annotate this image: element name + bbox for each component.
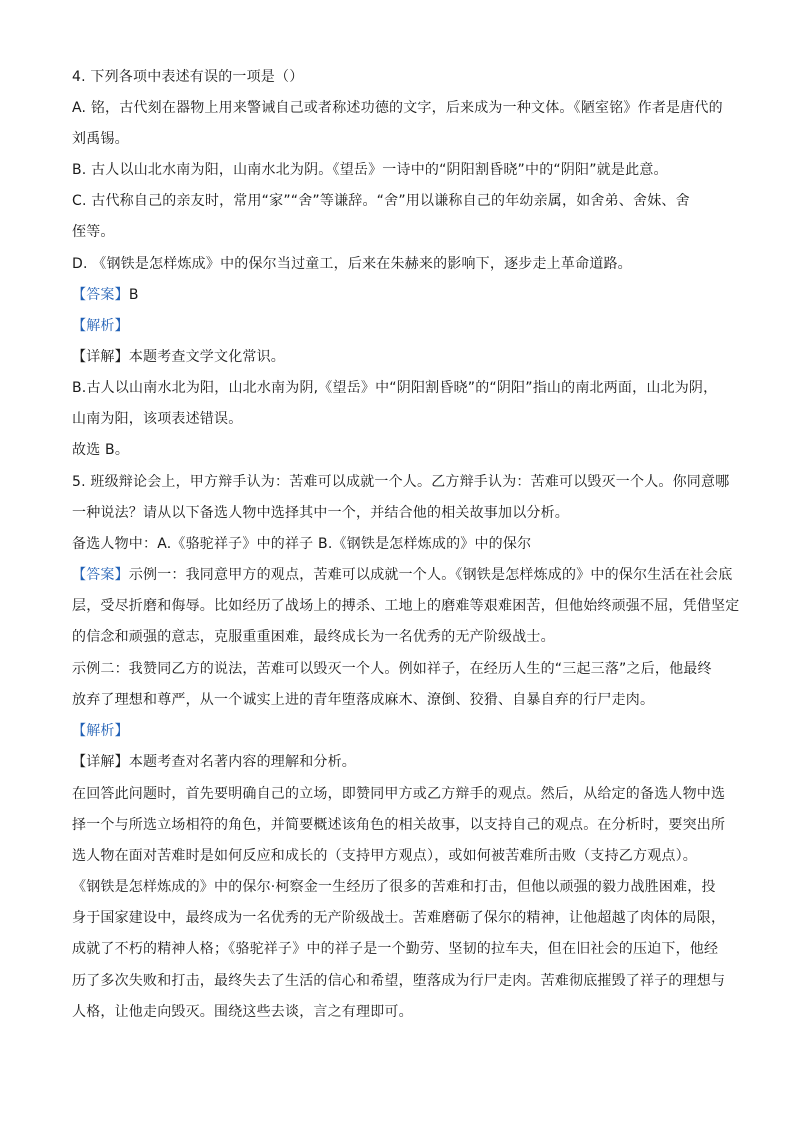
answer-tag: 【答案】: [72, 287, 129, 303]
q5-analysis-tag: 【解析】: [72, 723, 129, 739]
q4-explanation-line-1: B.古人以山南水北为阳，山北水南为阴,《望岳》中“阴阳割昏晓”的“阴阳”指山的南北两面，山北为阴，: [72, 380, 718, 396]
option-c-line-1: C. 古代称自己的亲友时，常用“家”“舍”等谦辞。“舍”用以谦称自己的年幼亲属，如舍弟、舍妹、舍: [72, 193, 690, 209]
q5-detail-row: [72, 752, 356, 772]
q5-answer-row: [72, 565, 732, 585]
detail-tag: 【详解】: [72, 754, 129, 770]
q4-analysis-tag: 【解析】: [72, 318, 129, 334]
q5-paragraph-2-line-3: 成就了不朽的精神人格；《骆驼祥子》中的祥子是一个勤劳、坚韧的拉车夫，但在旧社会的压迫下，他经: [72, 941, 719, 957]
detail-text: 本题考查文学文化常识。: [128, 349, 286, 365]
question-5-candidates: 备选人物中：A.《骆驼祥子》中的祥子 B.《钢铁是怎样炼成的》中的保尔: [72, 536, 532, 552]
answer-tag: 【答案】: [72, 567, 129, 583]
answer-value: B: [128, 287, 139, 303]
q4-answer-row: [72, 285, 139, 305]
question-4-stem: 4. 下列各项中表述有误的一项是（）: [72, 69, 304, 85]
q4-detail-row: [72, 347, 285, 367]
detail-tag: 【详解】: [72, 349, 129, 365]
option-d: D. 《钢铁是怎样炼成》中的保尔当过童工，后来在朱赫来的影响下，逐步走上革命道路。: [72, 256, 632, 272]
option-a-line-1: A. 铭，古代刻在器物上用来警诫自己或者称述功德的文字，后来成为一种文体。《陋室铭》作者是唐代的: [72, 100, 723, 116]
q5-answer-line-2: 层，受尽折磨和侮辱。比如经历了战场上的搏杀、工地上的磨难等艰难困苦，但他始终顽强不屈，凭借坚定: [72, 598, 740, 614]
q4-conclusion: 故选 B。: [72, 442, 130, 458]
option-c-line-2: 侄等。: [72, 224, 115, 240]
q5-answer-line-4: 示例二：我赞同乙方的说法，苦难可以毁灭一个人。例如祥子，在经历人生的“三起三落”之后，他最终: [72, 661, 712, 677]
option-a-line-2: 刘禹锡。: [72, 131, 129, 147]
detail-text: 本题考查对名著内容的理解和分析。: [128, 754, 357, 770]
option-b: B. 古人以山北水南为阳，山南水北为阴。《望岳》一诗中的“阴阳割昏晓”中的“阴阳”就是此意。: [72, 162, 668, 178]
q5-paragraph-2-line-4: 历了多次失败和打击，最终失去了生活的信心和希望，堕落成为行尸走肉。苦难彻底摧毁了祥子的理想与: [72, 973, 726, 989]
question-5-stem-line-1: 5. 班级辩论会上，甲方辩手认为：苦难可以成就一个人。乙方辩手认为：苦难可以毁灭一个人。你同意哪: [72, 474, 730, 490]
q5-paragraph-1-line-2: 择一个与所选立场相符的角色，并简要概述该角色的相关故事，以支持自己的观点。在分析时，要突出所: [72, 817, 726, 833]
q5-paragraph-1-line-1: 在回答此问题时，首先要明确自己的立场，即赞同甲方或乙方辩手的观点。然后，从给定的备选人物中选: [72, 786, 726, 802]
q5-paragraph-2-line-1: 《钢铁是怎样炼成的》中的保尔·柯察金一生经历了很多的苦难和打击，但他以顽强的毅力战胜困难，投: [72, 879, 716, 895]
q5-paragraph-1-line-3: 选人物在面对苦难时是如何反应和成长的（支持甲方观点），或如何被苦难所击败（支持乙方观点）。: [72, 848, 697, 864]
q4-explanation-line-2: 山南为阳，该项表述错误。: [72, 411, 243, 427]
q5-answer-line-3: 的信念和顽强的意志，克服重重困难，最终成长为一名优秀的无产阶级战士。: [72, 629, 555, 645]
q5-paragraph-2-line-5: 人格，让他走向毁灭。围绕这些去谈，言之有理即可。: [72, 1004, 413, 1020]
q5-paragraph-2-line-2: 身于国家建设中，最终成为一名优秀的无产阶级战士。苦难磨砺了保尔的精神，让他超越了肉体的局限，: [72, 910, 726, 926]
q5-answer-line-5: 放弃了理想和尊严，从一个诚实上进的青年堕落成麻木、潦倒、狡猾、自暴自弃的行尸走肉。: [72, 692, 655, 708]
answer-text: 示例一：我同意甲方的观点，苦难可以成就一个人。《钢铁是怎样炼成的》中的保尔生活在社会底: [128, 567, 733, 583]
question-5-stem-line-2: 一种说法？请从以下备选人物中选择其中一个，并结合他的相关故事加以分析。: [72, 505, 569, 521]
